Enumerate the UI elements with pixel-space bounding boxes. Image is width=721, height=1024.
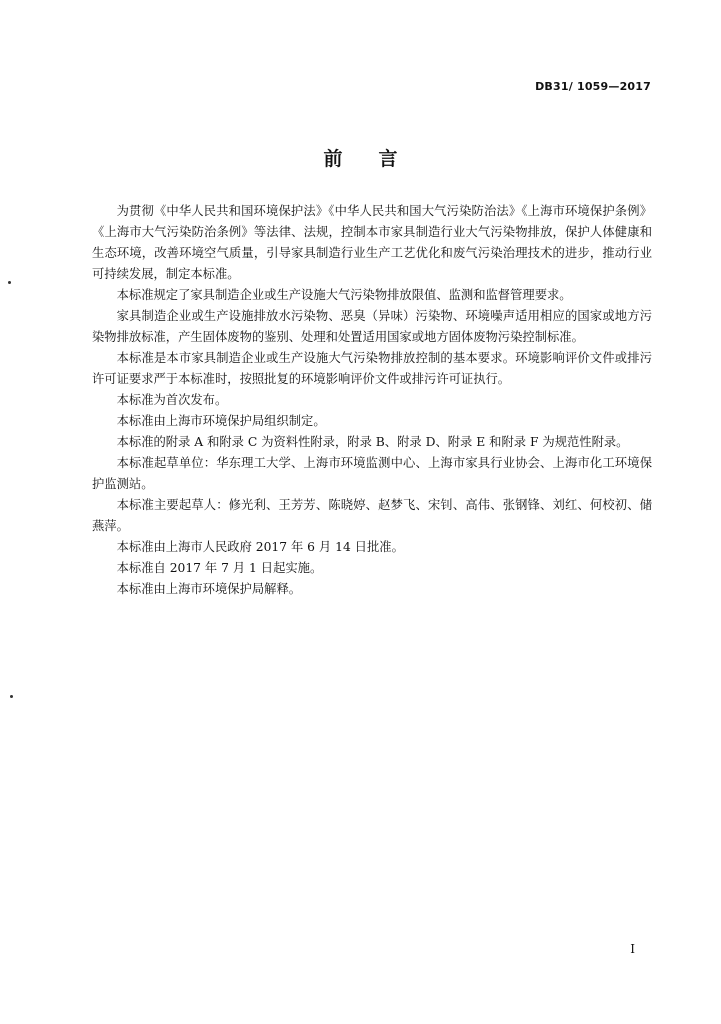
- paragraph: 为贯彻《中华人民共和国环境保护法》《中华人民共和国大气污染防治法》《上海市环境保护条例》《上海市大气污染防治条例》等法律、法规，控制本市家具制造行业大气污染物排放，保护人体健康和生态环境，改善环境空气质量，引导家具制造行业生产工艺优化和废气污染治理技术的进步，推动行业可持续发展，制定本标准。: [92, 204, 652, 281]
- paragraph: 本标准由上海市环境保护局组织制定。: [116, 414, 326, 428]
- paragraph: 本标准规定了家具制造企业或生产设施大气污染物排放限值、监测和监督管理要求。: [116, 288, 572, 302]
- paragraph: 家具制造企业或生产设施排放水污染物、恶臭（异味）污染物、环境噪声适用相应的国家或地方污染物排放标准，产生固体废物的鉴别、处理和处置适用国家或地方固体废物污染控制标准。: [92, 309, 652, 344]
- page-title: 前言: [323, 148, 434, 170]
- document-code: DB31/ 1059—2017: [535, 80, 651, 93]
- paragraph: 本标准主要起草人：修光利、王芳芳、陈晓婷、赵梦飞、宋钊、高伟、张钢锋、刘红、何校初、储燕萍。: [92, 498, 652, 533]
- paragraph: 本标准的附录 A 和附录 C 为资料性附录，附录 B、附录 D、附录 E 和附录 F 为规范性附录。: [116, 435, 629, 449]
- paragraph: 本标准是本市家具制造企业或生产设施大气污染物排放控制的基本要求。环境影响评价文件或排污许可证要求严于本标准时，按照批复的环境影响评价文件或排污许可证执行。: [92, 351, 652, 386]
- paragraph: 本标准由上海市人民政府 2017 年 6 月 14 日批准。: [116, 540, 404, 554]
- paragraph: 本标准由上海市环境保护局解释。: [116, 582, 302, 596]
- paragraph: 本标准起草单位：华东理工大学、上海市环境监测中心、上海市家具行业协会、上海市化工环境保护监测站。: [92, 456, 652, 491]
- scan-speck: [10, 695, 13, 698]
- document-body: [92, 201, 652, 600]
- page-number: I: [630, 942, 635, 956]
- paragraph: 本标准为首次发布。: [116, 393, 228, 407]
- paragraph: 本标准自 2017 年 7 月 1 日起实施。: [116, 561, 323, 575]
- scan-speck: [8, 281, 11, 284]
